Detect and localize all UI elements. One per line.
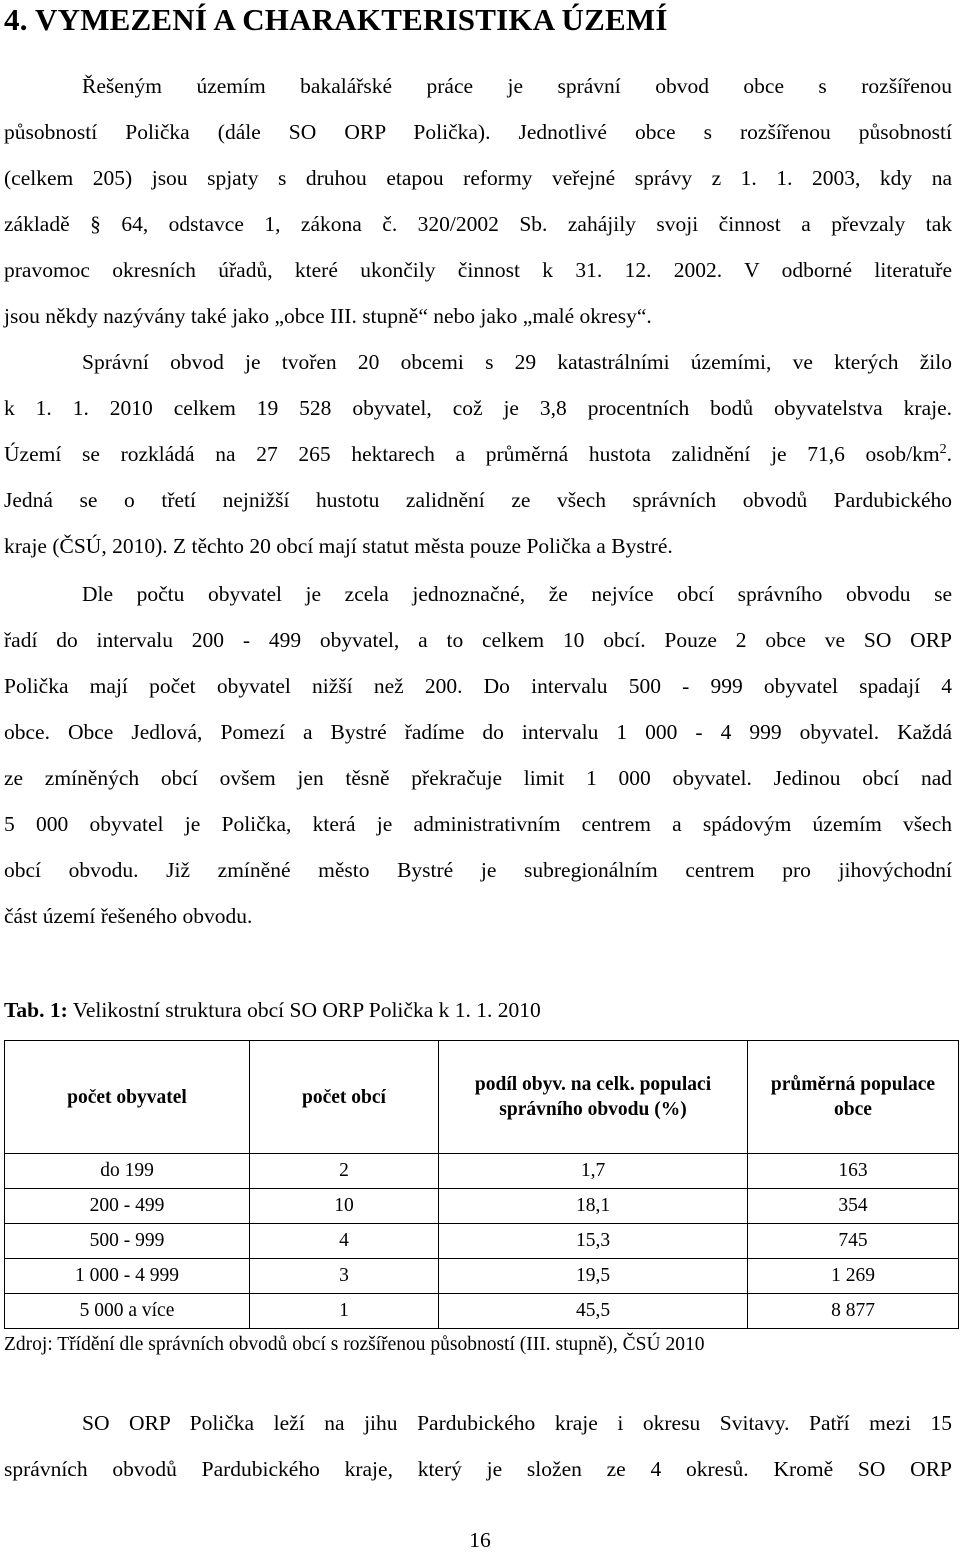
text-line: kraje (ČSÚ, 2010). Z těchto 20 obcí mají statut města pouze Polička a Bystré. xyxy=(4,534,673,558)
table-cell: 745 xyxy=(748,1224,959,1259)
text-line: Správní obvod je tvořen 20 obcemi s 29 katastrálními územími, ve kterých žilo xyxy=(82,350,952,374)
text-line: Řešeným územím bakalářské práce je správní obvod obce s rozšířenou xyxy=(82,74,952,98)
table-row xyxy=(5,1154,959,1189)
table-cell: 200 - 499 xyxy=(5,1189,250,1224)
table-cell: 1 xyxy=(250,1294,439,1329)
table-cell: 4 xyxy=(250,1224,439,1259)
table-cell: 3 xyxy=(250,1259,439,1294)
table-caption-label: Tab. 1: xyxy=(4,998,68,1022)
table-source-note: Zdroj: Třídění dle správních obvodů obcí s rozšířenou působností (III. stupně), ČSÚ 2010 xyxy=(4,1334,705,1355)
text-span: . xyxy=(946,442,952,466)
table-cell: 18,1 xyxy=(439,1189,748,1224)
text-line: ze zmíněných obcí ovšem jen těsně překračuje limit 1 000 obyvatel. Jedinou obcí nad xyxy=(4,766,952,790)
text-line: správních obvodů Pardubického kraje, který je složen ze 4 okresů. Kromě SO ORP xyxy=(4,1457,952,1481)
text-line: část území řešeného obvodu. xyxy=(4,904,253,928)
table-cell: 1 269 xyxy=(748,1259,959,1294)
header-population: počet obyvatel xyxy=(5,1041,250,1154)
header-average-population: průměrná populace obce xyxy=(748,1041,959,1154)
population-structure-table xyxy=(4,1040,959,1329)
text-line: řadí do intervalu 200 - 499 obyvatel, a to celkem 10 obcí. Pouze 2 obce ve SO ORP xyxy=(4,628,952,652)
text-line: (celkem 205) jsou spjaty s druhou etapou reformy veřejné správy z 1. 1. 2003, kdy na xyxy=(4,166,952,190)
text-line: základě § 64, odstavce 1, zákona č. 320/2002 Sb. zahájily svoji činnost a převzaly tak xyxy=(4,212,952,236)
text-line: Dle počtu obyvatel je zcela jednoznačné, že nejvíce obcí správního obvodu se xyxy=(82,582,952,606)
text-line: obce. Obce Jedlová, Pomezí a Bystré řadíme do intervalu 1 000 - 4 999 obyvatel. Každá xyxy=(4,720,952,744)
table-cell: 5 000 a více xyxy=(5,1294,250,1329)
table-cell: 1 000 - 4 999 xyxy=(5,1259,250,1294)
text-line: 5 000 obyvatel je Polička, která je administrativním centrem a spádovým územím všech xyxy=(4,812,952,836)
text-line: SO ORP Polička leží na jihu Pardubického kraje i okresu Svitavy. Patří mezi 15 xyxy=(82,1411,952,1435)
table-cell: 10 xyxy=(250,1189,439,1224)
text-line: působností Polička (dále SO ORP Polička). Jednotlivé obce s rozšířenou působností xyxy=(4,120,952,144)
table-cell: 15,3 xyxy=(439,1224,748,1259)
table-cell: 45,5 xyxy=(439,1294,748,1329)
text-line: Polička mají počet obyvatel nižší než 200. Do intervalu 500 - 999 obyvatel spadají 4 xyxy=(4,674,952,698)
table-cell: 1,7 xyxy=(439,1154,748,1189)
page-number: 16 xyxy=(469,1528,491,1552)
chapter-heading: 4. VYMEZENÍ A CHARAKTERISTIKA ÚZEMÍ xyxy=(4,2,668,37)
header-municipality-count: počet obcí xyxy=(250,1041,439,1154)
superscript: 2 xyxy=(939,441,947,457)
text-line: obcí obvodu. Již zmíněné město Bystré je subregionálním centrem pro jihovýchodní xyxy=(4,858,952,882)
table-caption xyxy=(4,994,541,1026)
table-row xyxy=(5,1294,959,1329)
table-row xyxy=(5,1224,959,1259)
header-population-share: podíl obyv. na celk. populaci správního obvodu (%) xyxy=(439,1041,748,1154)
table-row xyxy=(5,1189,959,1224)
table-cell: 2 xyxy=(250,1154,439,1189)
table-cell: 163 xyxy=(748,1154,959,1189)
text-line-density xyxy=(4,438,952,470)
table-row xyxy=(5,1259,959,1294)
table-header-row xyxy=(5,1041,959,1154)
table-cell: 8 877 xyxy=(748,1294,959,1329)
table-cell: 19,5 xyxy=(439,1259,748,1294)
text-line: Jedná se o třetí nejnižší hustotu zalidnění ze všech správních obvodů Pardubického xyxy=(4,488,952,512)
text-line: jsou někdy nazývány také jako „obce III. stupně“ nebo jako „malé okresy“. xyxy=(4,304,652,328)
text-span: Území se rozkládá na 27 265 hektarech a průměrná hustota zalidnění je 71,6 osob/km xyxy=(4,442,940,466)
table-cell: do 199 xyxy=(5,1154,250,1189)
table-caption-text: Velikostní struktura obcí SO ORP Polička k 1. 1. 2010 xyxy=(67,998,541,1022)
text-line: pravomoc okresních úřadů, které ukončily činnost k 31. 12. 2002. V odborné literatuře xyxy=(4,258,952,282)
table-cell: 354 xyxy=(748,1189,959,1224)
table-cell: 500 - 999 xyxy=(5,1224,250,1259)
text-line: k 1. 1. 2010 celkem 19 528 obyvatel, což je 3,8 procentních bodů obyvatelstva kraje. xyxy=(4,396,952,420)
